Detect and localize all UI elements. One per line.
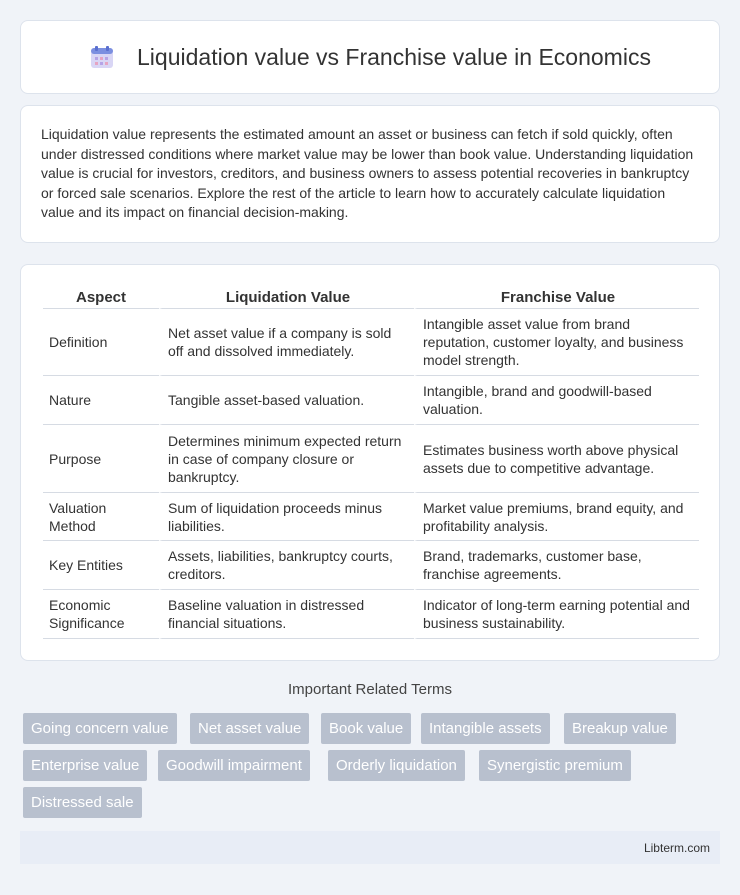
- cell-liquidation: Baseline valuation in distressed financial situations.: [159, 590, 414, 639]
- page-title: Liquidation value vs Franchise value in Economics: [137, 43, 651, 70]
- table-row: [43, 493, 699, 541]
- cell-franchise: Brand, trademarks, customer base, franchise agreements.: [414, 541, 699, 590]
- cell-aspect: Valuation Method: [43, 493, 159, 541]
- related-term-tag[interactable]: Synergistic premium: [479, 750, 631, 781]
- related-terms-title: Important Related Terms: [288, 681, 452, 698]
- title-card: [20, 20, 720, 94]
- header-aspect: Aspect: [43, 287, 159, 309]
- cell-franchise: Intangible, brand and goodwill-based valuation.: [414, 376, 699, 425]
- related-term-tag[interactable]: Orderly liquidation: [328, 750, 465, 781]
- header-franchise: Franchise Value: [414, 287, 699, 309]
- cell-liquidation: Assets, liabilities, bankruptcy courts, creditors.: [159, 541, 414, 590]
- cell-franchise: Intangible asset value from brand reputation, customer loyalty, and business model strength.: [414, 309, 699, 376]
- related-term-tag[interactable]: Going concern value: [23, 713, 177, 744]
- cell-aspect: Economic Significance: [43, 590, 159, 639]
- table-row: [43, 309, 699, 376]
- cell-aspect: Purpose: [43, 425, 159, 493]
- cell-liquidation: Sum of liquidation proceeds minus liabilities.: [159, 493, 414, 541]
- cell-aspect: Definition: [43, 309, 159, 376]
- related-term-tag[interactable]: Breakup value: [564, 713, 676, 744]
- related-term-tag[interactable]: Net asset value: [190, 713, 309, 744]
- comparison-card: [20, 264, 720, 661]
- related-term-tag[interactable]: Goodwill impairment: [158, 750, 310, 781]
- related-term-tag[interactable]: Book value: [321, 713, 411, 744]
- cell-liquidation: Determines minimum expected return in case of company closure or bankruptcy.: [159, 425, 414, 493]
- header-liquidation: Liquidation Value: [159, 287, 414, 309]
- calendar-icon: [89, 44, 115, 70]
- cell-franchise: Indicator of long-term earning potential and business sustainability.: [414, 590, 699, 639]
- table-header-row: [43, 287, 699, 309]
- intro-text: Liquidation value represents the estimated amount an asset or business can fetch if sold quickly, often under distressed conditions where market value may be lower than book value. Understanding liquidation value is crucial for investors, creditors, and business owners to assess potential recoveries in bankruptcy or forced sale scenarios. Explore the rest of the article to learn how to accurately calculate liquidation value and its impact on financial decision-making.: [41, 126, 694, 221]
- related-term-tag[interactable]: Enterprise value: [23, 750, 147, 781]
- cell-aspect: Nature: [43, 376, 159, 425]
- table-row: [43, 590, 699, 639]
- table-row: [43, 541, 699, 590]
- cell-liquidation: Tangible asset-based valuation.: [159, 376, 414, 425]
- table-row: [43, 425, 699, 493]
- comparison-table: [43, 287, 699, 639]
- footer-site-link[interactable]: Libterm.com: [643, 840, 710, 855]
- related-term-tag[interactable]: Intangible assets: [421, 713, 550, 744]
- footer: [20, 831, 720, 864]
- cell-aspect: Key Entities: [43, 541, 159, 590]
- intro-card: [20, 105, 720, 243]
- cell-franchise: Market value premiums, brand equity, and profitability analysis.: [414, 493, 699, 541]
- cell-liquidation: Net asset value if a company is sold off and dissolved immediately.: [159, 309, 414, 376]
- cell-franchise: Estimates business worth above physical assets due to competitive advantage.: [414, 425, 699, 493]
- related-term-tag[interactable]: Distressed sale: [23, 787, 142, 818]
- table-row: [43, 376, 699, 425]
